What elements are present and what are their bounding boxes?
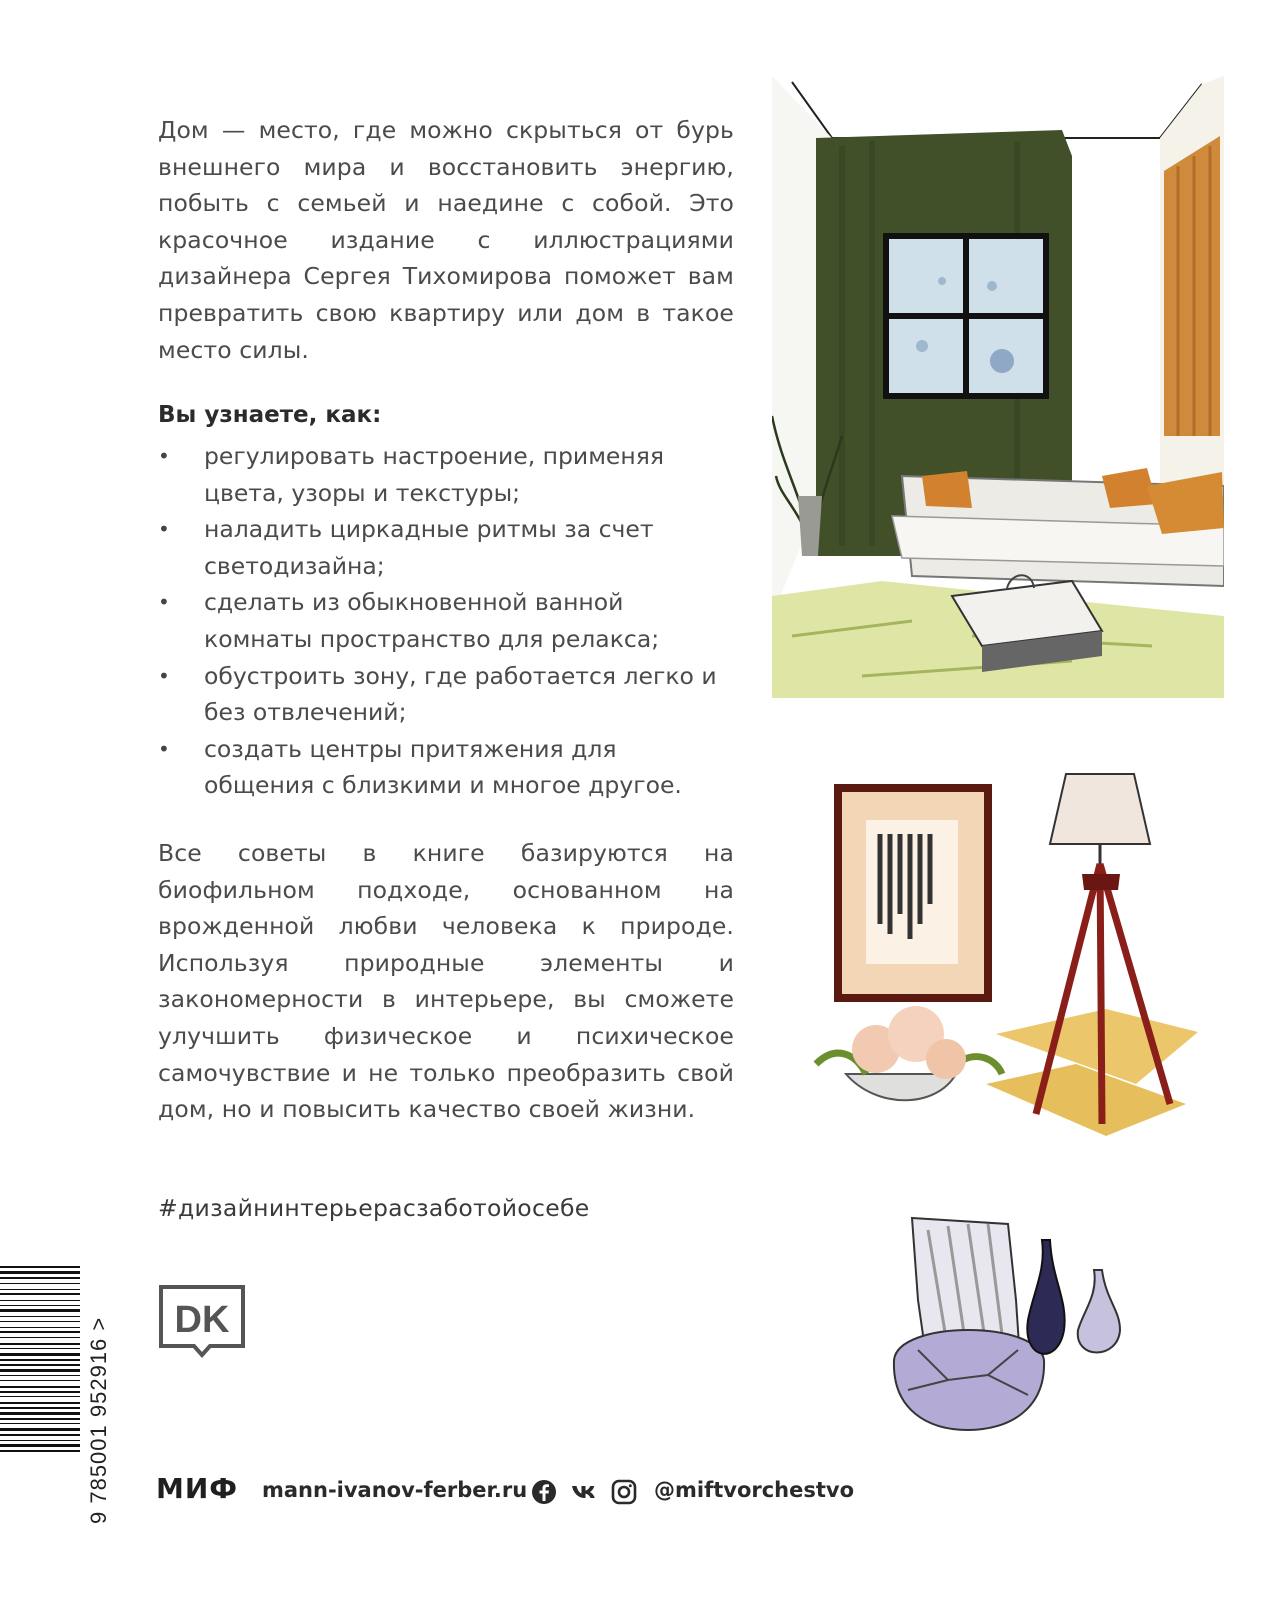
lamp-and-frame-illustration bbox=[806, 764, 1210, 1142]
dark-bottle bbox=[1027, 1240, 1064, 1354]
bullet-icon: • bbox=[158, 590, 170, 615]
curtain bbox=[1164, 136, 1220, 436]
round-vase bbox=[894, 1330, 1044, 1430]
learn-heading: Вы узнаете, как: bbox=[158, 402, 382, 428]
list-item: • наладить циркадные ритмы за счет светодизайна; bbox=[158, 511, 734, 584]
list-item: • обустроить зону, где работается легко и без отвлечений; bbox=[158, 658, 734, 731]
hashtag: #дизайнинтерьерасзаботойосебе bbox=[158, 1194, 590, 1222]
light-bottle bbox=[1078, 1270, 1120, 1353]
barcode-number: 9 785001 952916 > bbox=[86, 1316, 111, 1524]
social-handle[interactable]: @miftvorchestvo bbox=[654, 1478, 855, 1502]
bullet-icon: • bbox=[158, 663, 170, 688]
website-link[interactable]: mann-ivanov-ferber.ru bbox=[262, 1478, 528, 1502]
lamp-shade bbox=[1050, 774, 1150, 844]
list-item: • сделать из обыкновенной ванной комнаты пространство для релакса; bbox=[158, 584, 734, 657]
vases-illustration bbox=[888, 1210, 1128, 1434]
barcode bbox=[0, 1262, 112, 1524]
living-room-illustration bbox=[772, 76, 1224, 698]
barcode-lines bbox=[0, 1266, 80, 1452]
vk-icon[interactable] bbox=[570, 1478, 598, 1506]
dk-logo bbox=[158, 1284, 246, 1358]
bullet-icon: • bbox=[158, 444, 170, 468]
facebook-icon[interactable] bbox=[530, 1478, 558, 1506]
benefits-list bbox=[158, 438, 734, 804]
bullet-icon: • bbox=[158, 736, 170, 761]
closing-paragraph: Все советы в книге базируются на биофильном подходе, основанном на врожденной любви человека к природе. Используя природные элементы и закономерности в интерьере, вы сможете улучшить физическое и психическое самочувствие и не только преобразить свой дом, но и повысить качество своей жизни. bbox=[158, 839, 734, 1124]
bullet-icon: • bbox=[158, 517, 170, 542]
instagram-icon[interactable] bbox=[610, 1478, 638, 1506]
svg-text:DK: DK bbox=[174, 1299, 230, 1341]
publisher-logo: МИФ bbox=[156, 1472, 239, 1505]
list-item: • создать центры притяжения для общения с близкими и многое другое. bbox=[158, 731, 734, 804]
intro-paragraph: Дом — место, где можно скрыться от бурь внешнего мира и восстановить энергию, побыть с семьей и наедине с собой. Это красочное издание с иллюстрациями дизайнера Сергея Тихомирова поможет вам превратить свою квартиру или дом в такое место силы. bbox=[158, 116, 734, 364]
list-item: • регулировать настроение, применяя цвета, узоры и текстуры; bbox=[158, 438, 734, 511]
